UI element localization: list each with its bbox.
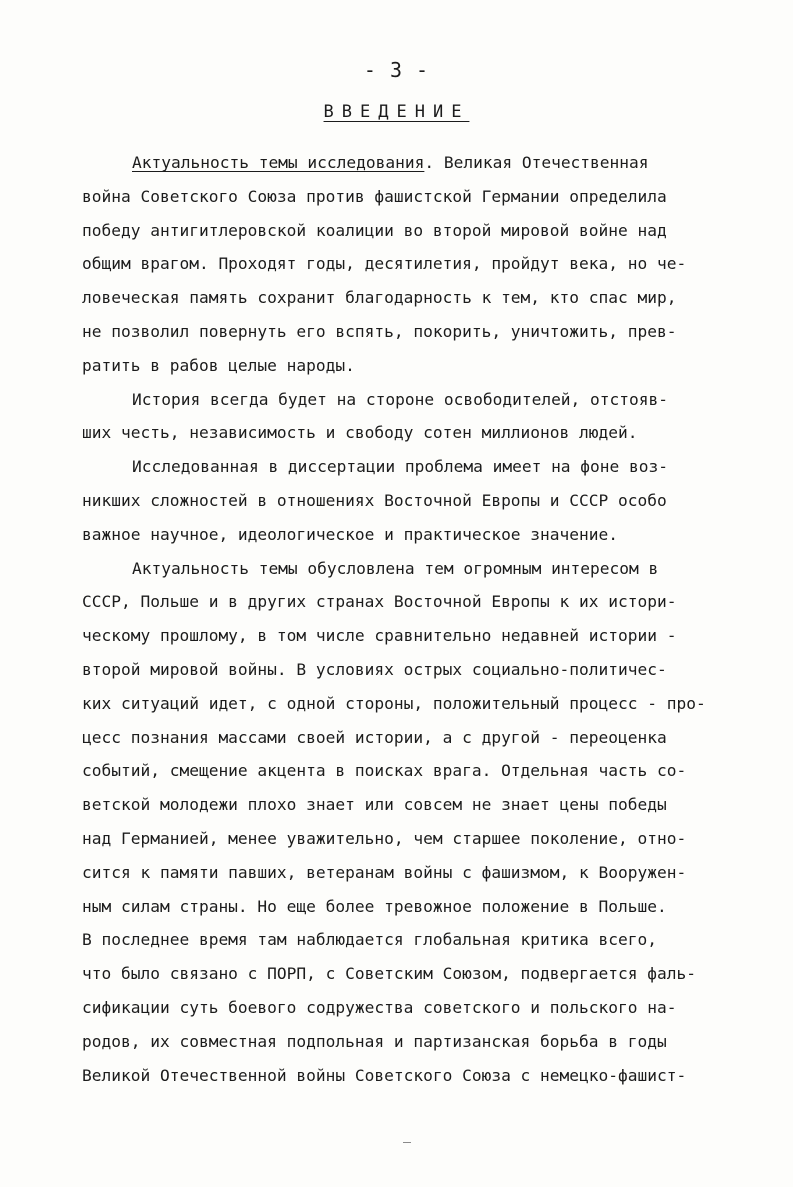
- text-segment: . Великая Отечественная: [424, 153, 649, 172]
- text-line: ких ситуаций идет, с одной стороны, положительный процесс - про-: [82, 693, 706, 713]
- text-line: ловеческая память сохранит благодарность к тем, кто спас мир,: [82, 288, 677, 308]
- text-line: ным силам страны. Но еще более тревожное положение в Польше.: [82, 896, 667, 916]
- scan-mark: [403, 1142, 411, 1143]
- text-line: [82, 146, 750, 180]
- text-line: родов, их совместная подпольная и партизанская борьба в годы: [82, 1031, 667, 1051]
- text-line: цесс познания массами своей истории, а с другой - переоценка: [82, 727, 667, 747]
- text-line: Великой Отечественной войны Советского Союза с немецко-фашист-: [82, 1065, 687, 1085]
- text-line: общим врагом. Проходят годы, десятилетия, пройдут века, но че-: [82, 254, 687, 274]
- page-number: - 3 -: [363, 58, 430, 82]
- text-line: сификации суть боевого содружества советского и польского на-: [82, 997, 677, 1017]
- text-line: важное научное, идеологическое и практическое значение.: [82, 524, 619, 544]
- section-heading: ВВЕДЕНИЕ: [323, 102, 470, 122]
- body-text: [82, 146, 750, 1092]
- text-line: ших честь, независимость и свободу сотен миллионов людей.: [82, 423, 638, 443]
- text-line: сится к памяти павших, ветеранам войны с фашизмом, к Вооружен-: [82, 862, 687, 882]
- text-line: СССР, Польше и в других странах Восточной Европы к их истори-: [82, 592, 677, 612]
- text-line: Актуальность темы обусловлена тем огромным интересом в: [132, 558, 659, 578]
- text-line: событий, смещение акцента в поисках врага. Отдельная часть со-: [82, 761, 687, 781]
- text-line: война Советского Союза против фашистской Германии определила: [82, 186, 667, 206]
- text-line: В последнее время там наблюдается глобальная критика всего,: [82, 930, 657, 950]
- text-line: не позволил повернуть его вспять, покорить, уничтожить, прев-: [82, 321, 677, 341]
- text-line: ратить в рабов целые народы.: [82, 355, 355, 375]
- topic-relevance-label: Актуальность темы исследования: [132, 153, 425, 172]
- text-line: победу антигитлеровской коалиции во второй мировой войне над: [82, 220, 667, 240]
- text-line: второй мировой войны. В условиях острых социально-политичес-: [82, 659, 667, 679]
- text-line: ческому прошлому, в том числе сравнительно недавней истории -: [82, 626, 677, 646]
- text-line: История всегда будет на стороне освободителей, отстояв-: [132, 389, 669, 409]
- text-line: ветской молодежи плохо знает или совсем не знает цены победы: [82, 795, 667, 815]
- text-line: Исследованная в диссертации проблема имеет на фоне воз-: [132, 457, 669, 477]
- text-line: никших сложностей в отношениях Восточной Европы и СССР особо: [82, 490, 667, 510]
- text-line: что было связано с ПОРП, с Советским Союзом, подвергается фаль-: [82, 964, 696, 984]
- text-line: над Германией, менее уважительно, чем старшее поколение, отно-: [82, 828, 687, 848]
